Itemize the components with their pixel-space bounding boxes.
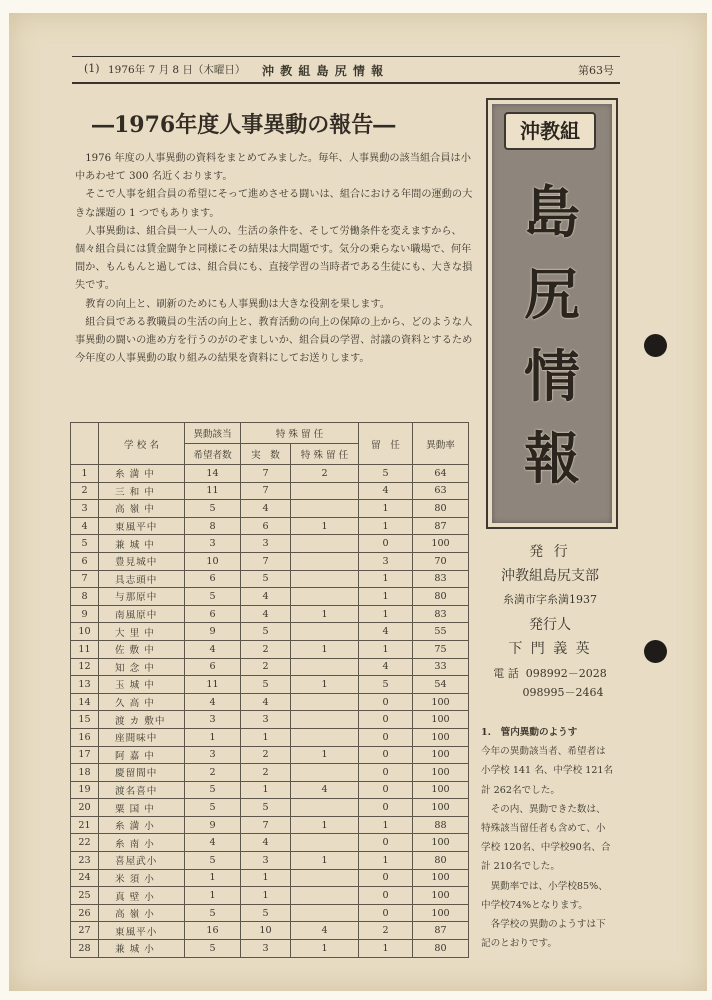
table-row [71,764,469,782]
special-stay-count: 1 [291,816,359,834]
table-row [71,834,469,852]
special-stay-count [291,887,359,905]
school-name: 豊見城中 [99,552,185,570]
phone-number: 098995－2464 [522,686,604,699]
actual-count: 7 [241,552,291,570]
stay-count: 0 [359,693,413,711]
row-number: 9 [71,605,99,623]
applicants-count: 5 [185,904,241,922]
stay-count: 0 [359,764,413,782]
transfer-rate: 54 [413,676,469,694]
publisher-address: 糸満市字糸満1937 [503,593,597,606]
applicants-count: 5 [185,781,241,799]
issue-number: 第63号 [578,64,614,77]
transfer-rate: 100 [413,746,469,764]
table-row [71,799,469,817]
row-number: 21 [71,816,99,834]
applicants-count: 10 [185,552,241,570]
table-row [71,465,469,483]
transfer-rate: 83 [413,570,469,588]
applicants-count: 9 [185,816,241,834]
special-stay-count [291,570,359,588]
table-row [71,746,469,764]
row-number: 12 [71,658,99,676]
binder-hole-bottom [644,640,667,663]
school-name: 真 壁 小 [99,887,185,905]
applicants-count: 8 [185,517,241,535]
school-name: 兼 城 中 [99,535,185,553]
table-row [71,640,469,658]
row-number: 26 [71,904,99,922]
district-summary [481,723,621,953]
school-name: 糸 南 小 [99,834,185,852]
stay-count: 4 [359,623,413,641]
special-stay-count: 1 [291,940,359,958]
stay-count: 5 [359,676,413,694]
special-stay-count [291,482,359,500]
applicants-count: 6 [185,570,241,588]
applicants-count: 2 [185,764,241,782]
stay-count: 0 [359,781,413,799]
transfer-rate: 87 [413,517,469,535]
transfer-rate: 88 [413,816,469,834]
school-name: 与那原中 [99,588,185,606]
table-row [71,605,469,623]
special-stay-count [291,764,359,782]
paragraph: 教育の向上と、刷新のためにも人事異動は大きな役割を果します。 [85,298,390,310]
summary-line: 小学校 141 名、中学校 121名 [481,765,614,777]
row-number: 17 [71,746,99,764]
table-row [71,816,469,834]
header-bottom-rule [72,82,620,84]
paragraph: 人事異動は、組合員一人一人の、生活の条件を、そして労働条件を変えますから、個々組合員には賃金闘争と同様にその結果は大問題です。気分の乗らない職場で、何年間か、もんもんと過しては、組合員にも、直接学習の当時者である生徒にも、大きな損失です。 [75,225,473,292]
row-number: 25 [71,887,99,905]
transfer-rate: 100 [413,764,469,782]
applicants-count: 6 [185,605,241,623]
row-number: 7 [71,570,99,588]
col-applicants-header: 希望者数 [185,444,241,465]
summary-line: 記のとおりです。 [481,938,557,950]
row-number: 13 [71,676,99,694]
special-stay-count: 4 [291,922,359,940]
applicants-count: 5 [185,852,241,870]
special-stay-count [291,588,359,606]
transfer-stats-table [70,422,469,958]
stay-count: 1 [359,605,413,623]
special-stay-count: 1 [291,517,359,535]
transfer-rate: 100 [413,693,469,711]
stay-count: 1 [359,816,413,834]
col-school-header: 学 校 名 [99,423,185,465]
special-stay-count: 1 [291,746,359,764]
masthead-char: 尻 [524,262,580,328]
stay-count: 1 [359,500,413,518]
row-number: 19 [71,781,99,799]
publisher-person: 下 門 義 英 [508,641,592,657]
col-number-header [71,423,99,465]
table-row [71,711,469,729]
transfer-rate: 83 [413,605,469,623]
actual-count: 2 [241,746,291,764]
summary-line: 特殊該当留任者も含めて、小 [481,823,606,835]
actual-count: 3 [241,535,291,553]
actual-count: 1 [241,869,291,887]
applicants-count: 5 [185,799,241,817]
table-row [71,482,469,500]
transfer-rate: 100 [413,869,469,887]
table-row [71,552,469,570]
school-name: 高 嶺 中 [99,500,185,518]
transfer-rate: 80 [413,588,469,606]
stay-count: 0 [359,535,413,553]
summary-line: 中学校74%となります。 [481,899,588,911]
masthead-char: 島 [524,180,580,246]
col-applicable-header: 異動該当 [185,423,241,444]
applicants-count: 6 [185,658,241,676]
table-row [71,658,469,676]
special-stay-count [291,535,359,553]
school-name: 具志頭中 [99,570,185,588]
row-number: 4 [71,517,99,535]
transfer-rate: 100 [413,711,469,729]
special-stay-count [291,711,359,729]
masthead-char: 情 [524,344,580,410]
special-stay-count: 1 [291,605,359,623]
row-number: 18 [71,764,99,782]
transfer-rate: 100 [413,535,469,553]
col-actual-header: 実 数 [241,444,291,465]
table-row [71,517,469,535]
school-name: 兼 城 小 [99,940,185,958]
transfer-rate: 100 [413,887,469,905]
special-stay-count: 2 [291,465,359,483]
col-special-header: 特 殊 留 任 [241,423,359,444]
school-name: 三 和 中 [99,482,185,500]
school-name: 南風原中 [99,605,185,623]
applicants-count: 5 [185,940,241,958]
publisher-org: 沖教組島尻支部 [501,568,599,584]
summary-line: 計 210名でした。 [481,861,560,873]
actual-count: 4 [241,500,291,518]
stay-count: 1 [359,517,413,535]
actual-count: 4 [241,693,291,711]
school-name: 大 里 中 [99,623,185,641]
page-number: (1) [84,62,100,75]
applicants-count: 4 [185,834,241,852]
masthead-panel [492,104,612,523]
actual-count: 3 [241,940,291,958]
school-name: 粟 国 中 [99,799,185,817]
stay-count: 1 [359,940,413,958]
school-name: 佐 敷 中 [99,640,185,658]
school-name: 東風平中 [99,517,185,535]
row-number: 2 [71,482,99,500]
actual-count: 1 [241,728,291,746]
school-name: 渡 カ 敷中 [99,711,185,729]
actual-count: 1 [241,781,291,799]
stay-count: 0 [359,746,413,764]
row-number: 23 [71,852,99,870]
transfer-rate: 100 [413,799,469,817]
col-stay-header: 留 任 [359,423,413,465]
stay-count: 0 [359,887,413,905]
actual-count: 5 [241,623,291,641]
special-stay-count [291,552,359,570]
applicants-count: 9 [185,623,241,641]
table-row [71,588,469,606]
transfer-rate: 64 [413,465,469,483]
transfer-rate: 100 [413,781,469,799]
article-body [75,150,475,368]
row-number: 15 [71,711,99,729]
stay-count: 0 [359,711,413,729]
special-stay-count: 1 [291,852,359,870]
summary-line: 異動率では、小学校85%、 [481,880,608,892]
applicants-count: 1 [185,869,241,887]
actual-count: 6 [241,517,291,535]
transfer-rate: 55 [413,623,469,641]
transfer-rate: 80 [413,940,469,958]
stay-count: 1 [359,852,413,870]
summary-text [481,742,621,953]
stay-count: 0 [359,799,413,817]
school-name: 久 高 中 [99,693,185,711]
special-stay-count [291,693,359,711]
col-rate-header: 異動率 [413,423,469,465]
school-name: 米 須 小 [99,869,185,887]
actual-count: 2 [241,640,291,658]
actual-count: 7 [241,482,291,500]
row-number: 11 [71,640,99,658]
actual-count: 5 [241,799,291,817]
table-row [71,904,469,922]
transfer-rate: 87 [413,922,469,940]
special-stay-count: 1 [291,640,359,658]
transfer-rate: 70 [413,552,469,570]
applicants-count: 16 [185,922,241,940]
row-number: 14 [71,693,99,711]
actual-count: 4 [241,588,291,606]
stay-count: 3 [359,552,413,570]
actual-count: 10 [241,922,291,940]
transfer-rate: 100 [413,834,469,852]
row-number: 8 [71,588,99,606]
row-number: 5 [71,535,99,553]
applicants-count: 1 [185,887,241,905]
transfer-rate: 100 [413,904,469,922]
publisher-person-label: 発行人 [529,617,571,633]
school-name: 渡名喜中 [99,781,185,799]
phone-number: 098992－2028 [525,667,607,680]
masthead-box [486,98,618,529]
binder-hole-top [644,334,667,357]
special-stay-count: 1 [291,676,359,694]
school-name: 知 念 中 [99,658,185,676]
stay-count: 1 [359,570,413,588]
applicants-count: 5 [185,588,241,606]
row-number: 27 [71,922,99,940]
actual-count: 5 [241,570,291,588]
table-row [71,940,469,958]
stay-count: 1 [359,640,413,658]
actual-count: 3 [241,852,291,870]
table-row [71,570,469,588]
table-row [71,676,469,694]
applicants-count: 4 [185,693,241,711]
actual-count: 1 [241,887,291,905]
school-name: 阿 嘉 中 [99,746,185,764]
transfer-rate: 80 [413,500,469,518]
transfer-rate: 75 [413,640,469,658]
phone-label: 電 話 [493,667,519,680]
stay-count: 0 [359,869,413,887]
school-name: 糸 満 小 [99,816,185,834]
table-row [71,852,469,870]
transfer-rate: 100 [413,728,469,746]
masthead-badge: 沖教組 [504,112,596,150]
applicants-count: 14 [185,465,241,483]
table-row [71,623,469,641]
row-number: 20 [71,799,99,817]
school-name: 座間味中 [99,728,185,746]
paragraph: そこで人事を組合員の希望にそって進めさせる闘いは、組合における年間の運動の大きな課題の 1 つでもあります。 [75,189,473,219]
summary-heading: 1. 管内異動のようす [481,727,578,738]
summary-line: 計 262名でした。 [481,784,560,796]
row-number: 22 [71,834,99,852]
applicants-count: 3 [185,711,241,729]
masthead-char: 報 [524,426,580,492]
actual-count: 5 [241,676,291,694]
applicants-count: 4 [185,640,241,658]
applicants-count: 1 [185,728,241,746]
table-row [71,781,469,799]
school-name: 喜屋武小 [99,852,185,870]
publisher-info [484,540,616,702]
summary-line: 学校 120名、中学校90名、合 [481,842,611,854]
row-number: 24 [71,869,99,887]
actual-count: 7 [241,816,291,834]
special-stay-count [291,623,359,641]
special-stay-count [291,904,359,922]
table-row [71,535,469,553]
applicants-count: 11 [185,676,241,694]
school-name: 糸 満 中 [99,465,185,483]
table-body [71,465,469,958]
school-name: 慶留間中 [99,764,185,782]
stay-count: 4 [359,482,413,500]
actual-count: 2 [241,764,291,782]
special-stay-count [291,658,359,676]
applicants-count: 3 [185,746,241,764]
summary-line: その内、異動できた数は、 [481,803,606,815]
actual-count: 4 [241,605,291,623]
transfer-rate: 80 [413,852,469,870]
table-row [71,869,469,887]
special-stay-count [291,869,359,887]
special-stay-count: 4 [291,781,359,799]
table-row [71,728,469,746]
table-row [71,887,469,905]
table-row [71,693,469,711]
school-name: 東風平小 [99,922,185,940]
applicants-count: 11 [185,482,241,500]
school-name: 玉 城 中 [99,676,185,694]
stay-count: 0 [359,728,413,746]
actual-count: 7 [241,465,291,483]
row-number: 28 [71,940,99,958]
transfer-rate: 33 [413,658,469,676]
row-number: 3 [71,500,99,518]
paragraph: 組合員である教職員の生活の向上と、教育活動の向上の保障の上から、どのような人事異動の闘いの進め方を行うのがのぞましいか、組合員の学習、討議の資料とするため今年度の人事異動の取り組みの結果を資料にしてお送りします。 [75,316,473,365]
applicants-count: 3 [185,535,241,553]
transfer-rate: 63 [413,482,469,500]
table-row [71,500,469,518]
stay-count: 0 [359,904,413,922]
row-number: 6 [71,552,99,570]
stay-count: 2 [359,922,413,940]
col-special-stay-header: 特 殊 留 任 [291,444,359,465]
article-headline: ―1976年度人事異動の報告― [92,112,396,138]
summary-line: 今年の異動該当者、希望者は [481,746,606,758]
summary-line: 各学校の異動のようすは下 [481,919,606,931]
special-stay-count [291,799,359,817]
issue-date: 1976年 7 月 8 日（木曜日） [108,64,246,76]
row-number: 10 [71,623,99,641]
applicants-count: 5 [185,500,241,518]
special-stay-count [291,500,359,518]
row-number: 16 [71,728,99,746]
stay-count: 1 [359,588,413,606]
header-top-rule [72,56,620,57]
school-name: 高 嶺 小 [99,904,185,922]
special-stay-count [291,834,359,852]
stay-count: 5 [359,465,413,483]
stay-count: 0 [359,834,413,852]
paragraph: 1976 年度の人事異動の資料をまとめてみました。毎年、人事異動の該当組合員は小中あわせて 300 名近くおります。 [75,153,471,183]
newsletter-title: 沖 教 組 島 尻 情 報 [262,64,385,78]
stay-count: 4 [359,658,413,676]
actual-count: 4 [241,834,291,852]
special-stay-count [291,728,359,746]
actual-count: 3 [241,711,291,729]
publisher-label: 発 行 [529,544,571,560]
row-number: 1 [71,465,99,483]
actual-count: 2 [241,658,291,676]
table-row [71,922,469,940]
actual-count: 5 [241,904,291,922]
